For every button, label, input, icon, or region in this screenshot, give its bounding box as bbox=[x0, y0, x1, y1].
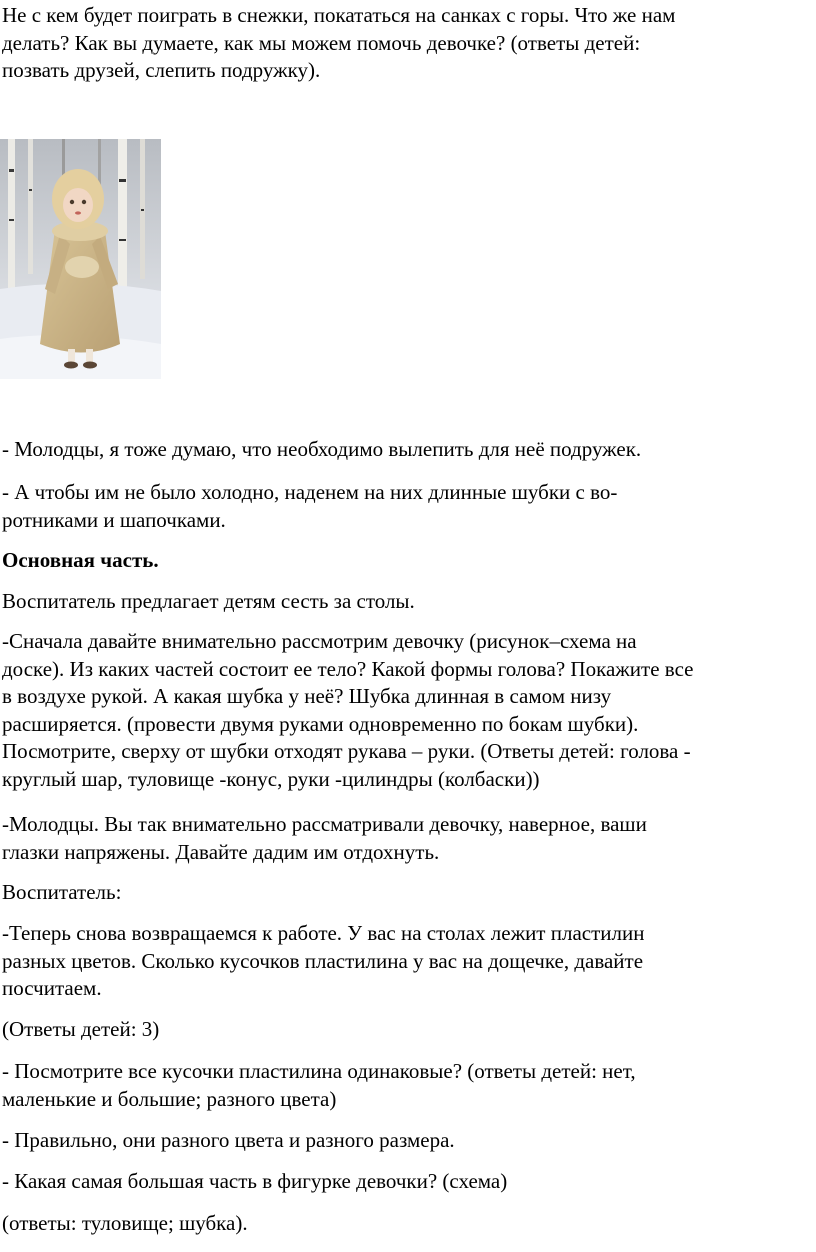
paragraph bbox=[2, 879, 802, 907]
text-line: - Молодцы, я тоже думаю, что необходимо вылепить для неё подружек. bbox=[2, 437, 642, 461]
text-line: ротниками и шапочками. bbox=[2, 507, 226, 532]
text-line: (ответы: туловище; шубка). bbox=[2, 1211, 248, 1235]
paragraph bbox=[2, 1210, 802, 1238]
text-line: делать? Как вы думаете, как мы можем помочь девочке? (ответы детей: bbox=[2, 30, 641, 55]
text-line: - Правильно, они разного цвета и разного размера. bbox=[2, 1128, 455, 1152]
text-line: разных цветов. Сколько кусочков пластилина у вас на дощечке, давайте bbox=[2, 948, 644, 973]
text-line: в воздухе рукой. А какая шубка у неё? Шубка длинная в самом низу bbox=[2, 684, 612, 708]
text-line: Воспитатель предлагает детям сесть за столы. bbox=[2, 589, 415, 613]
paragraph bbox=[2, 1016, 802, 1044]
intro-paragraph bbox=[2, 2, 802, 85]
paragraph bbox=[2, 479, 802, 534]
text-line: посчитаем. bbox=[2, 976, 102, 1000]
text-line: -Сначала давайте внимательно рассмотрим девочку (рисунок–схема на bbox=[2, 629, 637, 653]
text-line: маленькие и большие; разного цвета) bbox=[2, 1086, 337, 1111]
paragraph bbox=[2, 1058, 802, 1113]
section-heading: Основная часть. bbox=[2, 548, 159, 572]
paragraph bbox=[2, 1127, 802, 1155]
paragraph bbox=[2, 1168, 802, 1196]
text-line: расширяется. (провести двумя руками одновременно по бокам шубки). bbox=[2, 711, 639, 736]
paragraph bbox=[2, 436, 802, 464]
text-line: -Молодцы. Вы так внимательно рассматривали девочку, наверное, ваши bbox=[2, 812, 647, 836]
text-line: позвать друзей, слепить подружку). bbox=[2, 58, 321, 82]
text-line: доске). Из каких частей состоит ее тело? Какой формы голова? Покажите все bbox=[2, 656, 694, 681]
text-line: Воспитатель: bbox=[2, 880, 122, 904]
text-line: - А чтобы им не было холодно, наденем на них длинные шубки с во- bbox=[2, 480, 618, 504]
text-line: - Посмотрите все кусочки пластилина одинаковые? (ответы детей: нет, bbox=[2, 1059, 636, 1083]
text-line: -Теперь снова возвращаемся к работе. У вас на столах лежит пластилин bbox=[2, 921, 645, 945]
text-line: Посмотрите, сверху от шубки отходят рукава – руки. (Ответы детей: голова - bbox=[2, 739, 691, 763]
text-line: (Ответы детей: 3) bbox=[2, 1017, 160, 1041]
text-line: Не с кем будет поиграть в снежки, покататься на санках с горы. Что же нам bbox=[2, 3, 676, 27]
paragraph bbox=[2, 920, 802, 1003]
paragraph bbox=[2, 588, 802, 616]
paragraph bbox=[2, 811, 802, 866]
text-line: - Какая самая большая часть в фигурке девочки? (схема) bbox=[2, 1169, 508, 1193]
text-line: глазки напряжены. Давайте дадим им отдохнуть. bbox=[2, 839, 440, 864]
paragraph bbox=[2, 628, 802, 793]
text-line: круглый шар, туловище -конус, руки -цилиндры (колбаски)) bbox=[2, 766, 540, 791]
doll-in-winter-coat-photo bbox=[0, 139, 161, 379]
